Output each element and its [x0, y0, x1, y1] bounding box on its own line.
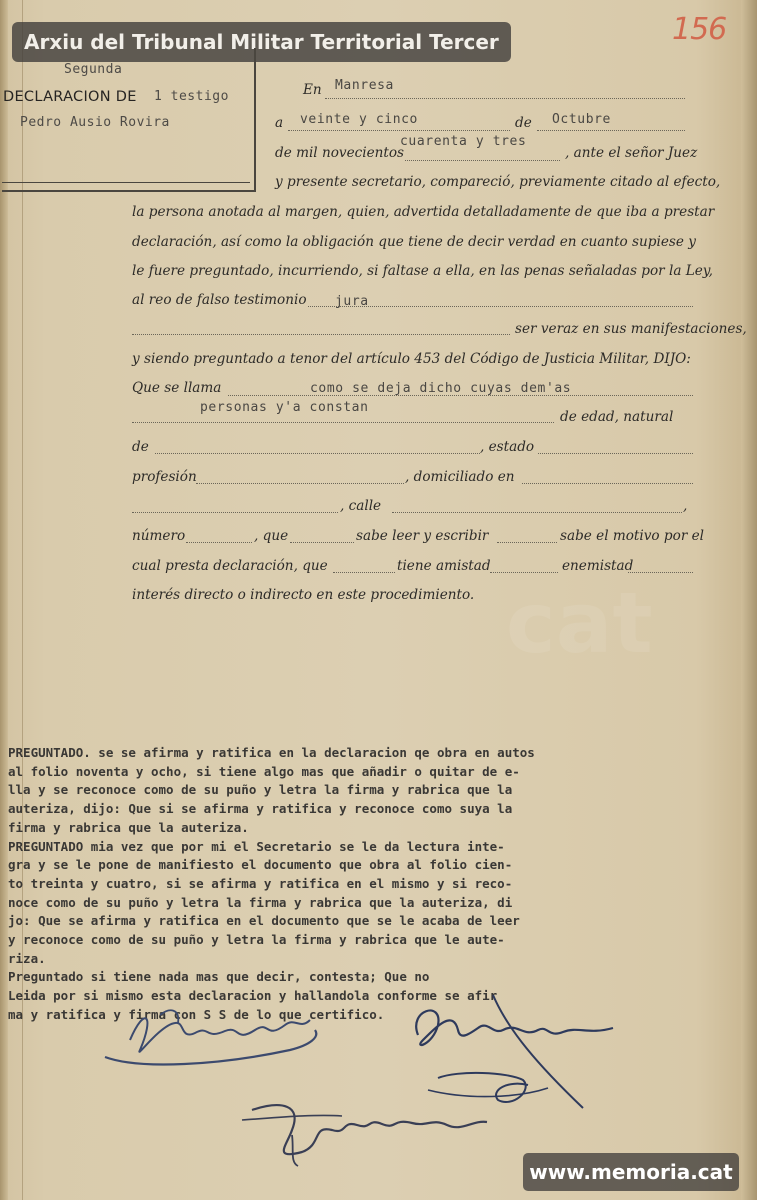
label-amistad: tiene amistad — [397, 558, 491, 574]
year-value: cuarenta y tres — [400, 134, 527, 149]
estado-line — [538, 453, 693, 454]
label-numero: número — [132, 528, 186, 544]
stamp-witness-name: Pedro Ausio Rovira — [20, 115, 170, 130]
que-line — [290, 542, 354, 543]
testimony-line: auteriza, dijo: Que si se afirma y ratifica y reconoce como suya la — [8, 801, 513, 817]
testimony-line: Leida por si mismo esta declaracion y hallandola conforme se afir — [8, 988, 498, 1004]
day-value: veinte y cinco — [300, 112, 418, 127]
label-a: a — [275, 115, 284, 131]
testimony-line: jo: Que se afirma y ratifica en el documento que se le acaba de leer — [8, 913, 520, 929]
testimony-line: PREGUNTADO. se se afirma y ratifica en la declaracion qe obra en autos — [8, 745, 535, 760]
label-de: de — [515, 115, 532, 131]
testimony-line: noce como de su puño y letra la firma y rabrica que la auteriza, di — [8, 894, 513, 910]
text-presente: y presente secretario, compareció, previamente citado al efecto, — [275, 174, 721, 190]
place-value: Manresa — [335, 78, 394, 93]
place-line — [325, 98, 685, 99]
label-falso: al reo de falso testimonio — [132, 292, 307, 308]
testimony-line: lla y se reconoce como de su puño y letra la firma y rabrica que la — [8, 782, 513, 798]
label-judge: , ante el señor Juez — [565, 145, 698, 161]
testimony-line: riza. — [8, 950, 46, 966]
name-value-2: personas y'a constan — [200, 400, 369, 415]
domicilio-line — [522, 483, 693, 484]
testimony-body — [8, 744, 738, 1025]
text-fuere: le fuere preguntado, incurriendo, si faltase a ella, en las penas señaladas por la Ley, — [132, 263, 714, 279]
label-year-prefix: de mil novecientos — [275, 145, 405, 161]
month-line — [537, 130, 685, 131]
testimony-line: firma y rabrica que la auteriza. — [8, 819, 249, 835]
calle-line — [392, 512, 682, 513]
label-cual: cual presta declaración, que — [132, 558, 328, 574]
archive-banner: Arxiu del Tribunal Militar Territorial Tercer — [12, 22, 511, 62]
domicilio-line-2 — [132, 512, 338, 513]
label-motivo: sabe el motivo por el — [560, 528, 705, 544]
testimony-line: to treinta y cuatro, si se afirma y ratifica en el mismo y si reco- — [8, 875, 513, 891]
label-de-2: de — [132, 439, 149, 455]
testimony-line: ma y ratifica y firma con S S de lo que certifico. — [8, 1006, 385, 1022]
testimony-line: gra y se le pone de manifiesto el documento que obra al folio cien- — [8, 857, 513, 873]
oath-value: jura — [335, 294, 369, 309]
label-domiciliado: , domiciliado en — [405, 469, 515, 485]
signature-judge — [100, 995, 330, 1075]
testimony-line: Preguntado si tiene nada mas que decir, contesta; Que no — [8, 969, 430, 985]
leer-line — [497, 542, 557, 543]
text-persona: la persona anotada al margen, quien, advertida detalladamente de que iba a prestar — [132, 204, 715, 220]
natural-line — [155, 453, 480, 454]
cual-line — [333, 572, 395, 573]
label-profesion: profesión — [132, 469, 197, 485]
label-calle: , calle — [340, 498, 382, 514]
label-leer: sabe leer y escribir — [356, 528, 489, 544]
label-estado: , estado — [480, 439, 535, 455]
profesion-line — [196, 483, 404, 484]
numero-line — [186, 542, 252, 543]
month-value: Octubre — [552, 112, 611, 127]
text-veraz: ser veraz en sus manifestaciones, — [515, 321, 747, 337]
day-line — [288, 130, 510, 131]
label-que: , que — [254, 528, 289, 544]
signature-secretary — [232, 1090, 512, 1170]
page-right-fold — [741, 0, 757, 1200]
calle-comma: , — [683, 498, 688, 514]
text-edad: de edad, natural — [560, 409, 674, 425]
label-llama: Que se llama — [132, 380, 222, 396]
text-article: y siendo preguntado a tenor del artículo 453 del Código de Justicia Militar, DIJO: — [132, 351, 691, 367]
name-line-2 — [132, 422, 554, 423]
label-en: En — [303, 82, 322, 98]
watermark: cat — [506, 574, 653, 672]
year-line — [405, 160, 560, 161]
amistad-line — [490, 572, 558, 573]
footer-banner: www.memoria.cat — [523, 1153, 739, 1191]
enemistad-line — [628, 572, 693, 573]
name-value-1: como se deja dicho cuyas dem'as — [310, 381, 572, 396]
folio-number: 156 — [672, 12, 727, 47]
stamp-witness-count: 1 testigo — [154, 89, 229, 104]
testimony-line: al folio noventa y ocho, si tiene algo mas que añadir o quitar de e- — [8, 763, 520, 779]
oath-line-2 — [132, 334, 510, 335]
text-declaracion: declaración, así como la obligación que tiene de decir verdad en cuanto supiese y — [132, 234, 696, 250]
testimony-line: PREGUNTADO mia vez que por mi el Secretario se le da lectura inte- — [8, 838, 505, 854]
stamp-title: DECLARACION DE — [3, 89, 137, 105]
testimony-line: y reconoce como de su puño y letra la firma y rabrica que le aute- — [8, 932, 505, 948]
label-enemistad: enemistad — [562, 558, 634, 574]
stamp-ordinal: Segunda — [64, 62, 123, 77]
text-interes: interés directo o indirecto en este procedimiento. — [132, 587, 475, 603]
